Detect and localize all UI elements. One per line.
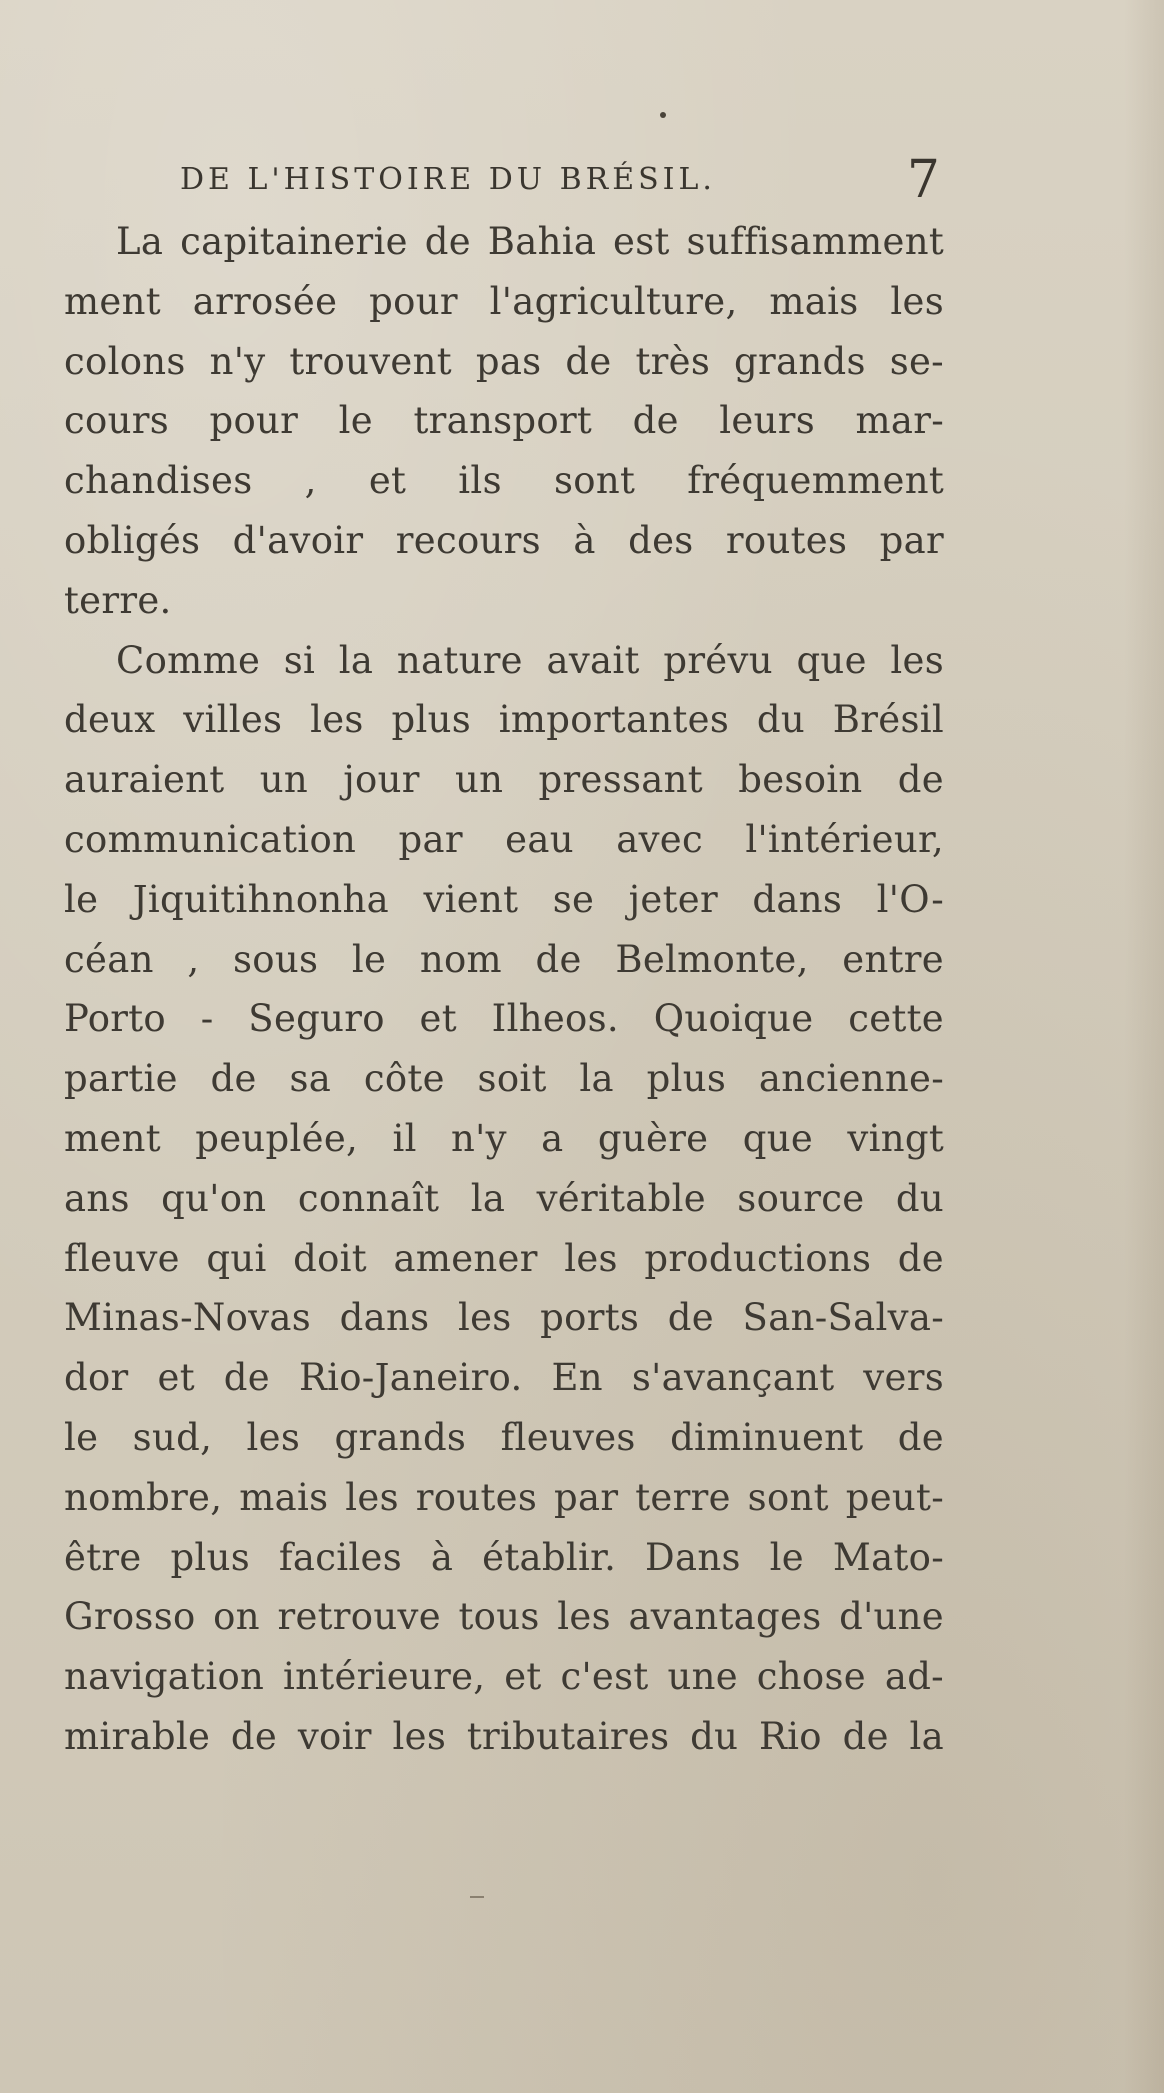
text-line: ment arrosée pour l'agriculture, mais les (64, 279, 944, 323)
text-line: terre. (64, 578, 172, 622)
text-line: nombre, mais les routes par terre sont peut- (64, 1475, 944, 1519)
body-text (64, 212, 944, 1767)
ink-mark (470, 1896, 484, 1898)
text-line: dor et de Rio-Janeiro. En s'avançant vers (64, 1356, 944, 1400)
text-line: communication par eau avec l'intérieur, (64, 817, 944, 861)
text-line: La capitainerie de Bahia est suffisamment (116, 220, 944, 263)
text-line: céan , sous le nom de Belmonte, entre (64, 937, 944, 981)
text-line: colons n'y trouvent pas de très grands se- (64, 339, 944, 383)
text-line: Minas-Novas dans les ports de San-Salva- (64, 1296, 944, 1340)
text-line: auraient un jour un pressant besoin de (64, 758, 944, 802)
text-line: navigation intérieure, et c'est une chose ad- (64, 1655, 944, 1699)
text-line: chandises , et ils sont fréquemment (64, 459, 944, 503)
text-line: Porto - Seguro et Ilheos. Quoique cette (64, 997, 944, 1041)
text-line: le sud, les grands fleuves diminuent de (64, 1415, 944, 1459)
text-line: ans qu'on connaît la véritable source du (64, 1176, 944, 1220)
text-line: être plus faciles à établir. Dans le Mato- (64, 1535, 944, 1579)
page-number: 7 (906, 150, 940, 210)
page-edge-shadow (1124, 0, 1164, 2093)
text-line: partie de sa côte soit la plus ancienne- (64, 1057, 944, 1101)
page-header (180, 150, 940, 210)
running-title: DE L'HISTOIRE DU BRÉSIL. (180, 162, 716, 197)
text-line: mirable de voir les tributaires du Rio de la (64, 1714, 944, 1758)
text-line: obligés d'avoir recours à des routes par (64, 518, 944, 562)
text-line: Grosso on retrouve tous les avantages d'une (64, 1595, 944, 1639)
text-line: le Jiquitihnonha vient se jeter dans l'O- (64, 877, 944, 921)
text-line: fleuve qui doit amener les productions de (64, 1236, 944, 1280)
text-line: ment peuplée, il n'y a guère que vingt (64, 1116, 944, 1160)
text-line: Comme si la nature avait prévu que les (116, 638, 944, 682)
text-line: deux villes les plus importantes du Brésil (64, 698, 944, 742)
ink-dot (660, 112, 666, 118)
text-line: cours pour le transport de leurs mar- (64, 399, 944, 443)
